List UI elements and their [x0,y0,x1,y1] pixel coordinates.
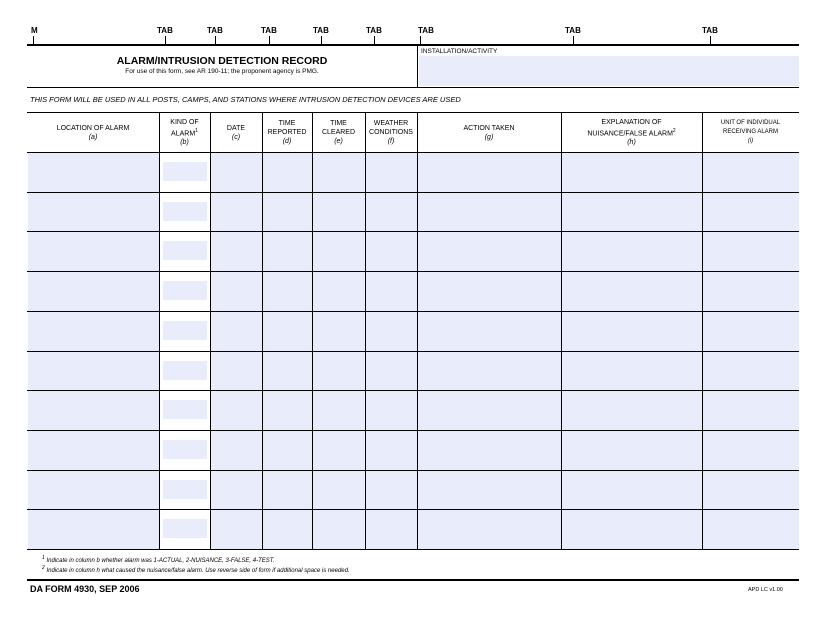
footnote-mark: 1 [42,555,45,561]
table-column-rule [702,113,703,549]
cell-explanation-row-2[interactable] [562,193,702,231]
cell-time-reported-row-7[interactable] [263,391,312,430]
cell-location-row-3[interactable] [28,232,159,271]
cell-action-row-2[interactable] [418,193,561,231]
cell-time-reported-row-8[interactable] [263,431,312,470]
footer-rule [27,579,799,581]
cell-kind-row-2[interactable] [163,202,207,221]
cell-time-cleared-row-7[interactable] [313,391,365,430]
table-column-rule [561,113,562,549]
column-header-text: TIME [278,120,296,127]
column-letter: (f) [387,138,395,145]
column-letter: (b) [180,139,189,147]
column-letter: (g) [484,133,494,141]
cell-action-row-9[interactable] [418,471,561,509]
column-header-time-cleared [312,113,365,152]
installation-field[interactable] [419,56,799,86]
cell-weather-row-5[interactable] [366,312,417,351]
cell-weather-row-7[interactable] [366,391,417,430]
cell-date-row-4[interactable] [211,272,262,311]
table-row-rule [27,311,799,312]
tab-marker: TAB [261,26,277,35]
tab-marker: TAB [702,26,718,35]
cell-location-row-10[interactable] [28,510,159,549]
table-row-rule [27,509,799,510]
cell-weather-row-10[interactable] [366,510,417,549]
footnote-ref: 2 [672,127,676,134]
tab-tick [33,36,34,44]
cell-kind-row-10[interactable] [163,519,207,538]
cell-kind-row-6[interactable] [163,361,207,380]
header-rule [27,87,799,88]
column-header-text [587,127,675,138]
column-header-time-reported [262,113,312,152]
cell-weather-row-9[interactable] [366,471,417,509]
column-header-location [27,113,159,152]
table-column-rule [159,113,160,549]
tab-tick [420,36,421,44]
column-header-text [171,127,198,138]
cell-date-row-8[interactable] [211,431,262,470]
cell-weather-row-4[interactable] [366,272,417,311]
cell-unit-row-3[interactable] [703,232,799,271]
column-header-explanation [561,113,702,152]
cell-time-reported-row-6[interactable] [263,352,312,390]
column-header-text: NUISANCE/FALSE ALARM [587,130,673,138]
column-header-text: KIND OF [170,118,199,126]
column-letter: (a) [88,133,98,141]
cell-explanation-row-5[interactable] [562,312,702,351]
table-row-rule [27,430,799,431]
table-row-rule [27,231,799,232]
table-row-rule [27,390,799,391]
tab-marker: TAB [565,26,581,35]
cell-action-row-1[interactable] [418,153,561,192]
cell-explanation-row-9[interactable] [562,471,702,509]
column-header-text: CONDITIONS [369,129,413,136]
tab-marker: TAB [313,26,329,35]
cell-location-row-4[interactable] [28,272,159,311]
table-row-rule [27,549,799,550]
cell-action-row-10[interactable] [418,510,561,549]
cell-explanation-row-3[interactable] [562,232,702,271]
footnote-text: Indicate in column b whether alarm was 1-ACTUAL, 2-NUISANCE, 3-FALSE, 4-TEST. [46,558,275,564]
header-divider [417,46,418,87]
cell-weather-row-6[interactable] [366,352,417,390]
column-letter: (e) [334,138,343,145]
tab-tick [269,36,270,44]
footnote-2 [42,565,350,574]
form-id: DA FORM 4930, SEP 2006 [30,584,140,594]
cell-time-cleared-row-10[interactable] [313,510,365,549]
cell-kind-row-5[interactable] [163,321,207,340]
tab-tick [573,36,574,44]
cell-date-row-3[interactable] [211,232,262,271]
cell-time-reported-row-4[interactable] [263,272,312,311]
cell-explanation-row-10[interactable] [562,510,702,549]
table-column-rule [262,113,263,549]
cell-weather-row-1[interactable] [366,153,417,192]
cell-unit-row-10[interactable] [703,510,799,549]
form-instruction: THIS FORM WILL BE USED IN ALL POSTS, CAMPS, AND STATIONS WHERE INTRUSION DETECTION DEVICES ARE USED [30,95,461,104]
cell-unit-row-6[interactable] [703,352,799,390]
cell-action-row-8[interactable] [418,431,561,470]
column-header-text: TIME [330,120,347,127]
cell-kind-row-8[interactable] [163,440,207,459]
cell-unit-row-5[interactable] [703,312,799,351]
cell-kind-row-7[interactable] [163,400,207,419]
column-header-text: LOCATION OF ALARM [56,124,130,132]
cell-weather-row-2[interactable] [366,193,417,231]
cell-location-row-9[interactable] [28,471,159,509]
cell-time-cleared-row-2[interactable] [313,193,365,231]
column-letter: (c) [231,133,241,141]
form-title: ALARM/INTRUSION DETECTION RECORD [116,55,328,67]
column-header-action [417,113,561,152]
column-letter: (h) [627,139,636,147]
top-rule [27,44,799,46]
column-header-kind [159,113,210,152]
cell-location-row-2[interactable] [28,193,159,231]
column-header-weather [365,113,417,152]
cell-time-reported-row-5[interactable] [263,312,312,351]
cell-date-row-10[interactable] [211,510,262,549]
cell-weather-row-8[interactable] [366,431,417,470]
column-letter: (i) [747,138,754,144]
cell-location-row-5[interactable] [28,312,159,351]
installation-label: INSTALLATION/ACTIVITY [421,48,498,55]
cell-time-cleared-row-6[interactable] [313,352,365,390]
tab-marker: TAB [157,26,173,35]
cell-time-cleared-row-5[interactable] [313,312,365,351]
tab-tick [215,36,216,44]
column-header-text: WEATHER [373,120,409,127]
cell-action-row-4[interactable] [418,272,561,311]
cell-date-row-1[interactable] [211,153,262,192]
cell-action-row-6[interactable] [418,352,561,390]
cell-date-row-9[interactable] [211,471,262,509]
table-row-rule [27,470,799,471]
table-row-rule [27,271,799,272]
column-header-text: ACTION TAKEN [463,124,515,132]
tab-marker: TAB [366,26,382,35]
cell-location-row-6[interactable] [28,352,159,390]
cell-time-cleared-row-9[interactable] [313,471,365,509]
cell-date-row-6[interactable] [211,352,262,390]
table-header-rule [27,152,799,153]
table-column-rule [210,113,211,549]
column-header-unit [702,113,799,152]
column-header-text: DATE [226,124,246,132]
cell-kind-row-4[interactable] [163,281,207,300]
footnote-1 [42,555,275,564]
cell-explanation-row-6[interactable] [562,352,702,390]
cell-location-row-7[interactable] [28,391,159,430]
cell-unit-row-8[interactable] [703,431,799,470]
table-column-rule [417,113,418,549]
tab-tick [165,36,166,44]
footnote-text: Indicate in column h what caused the nuisance/false alarm. Use reverse side of form if additional space is needed. [46,568,350,574]
tab-tick [710,36,711,44]
column-header-text: EXPLANATION OF [601,118,662,126]
cell-time-cleared-row-4[interactable] [313,272,365,311]
cell-location-row-1[interactable] [28,153,159,192]
column-header-text: CLEARED [321,129,356,136]
cell-unit-row-4[interactable] [703,272,799,311]
cell-time-reported-row-3[interactable] [263,232,312,271]
footnote-mark: 2 [42,565,45,571]
table-column-rule [365,113,366,549]
column-header-date [210,113,262,152]
cell-action-row-5[interactable] [418,312,561,351]
cell-location-row-8[interactable] [28,431,159,470]
column-header-text: REPORTED [267,129,307,136]
tab-marker-m: M [31,26,38,35]
cell-date-row-7[interactable] [211,391,262,430]
cell-action-row-3[interactable] [418,232,561,271]
tab-tick [321,36,322,44]
cell-time-reported-row-10[interactable] [263,510,312,549]
tab-marker: TAB [418,26,434,35]
column-letter: (d) [282,138,292,145]
cell-unit-row-2[interactable] [703,193,799,231]
cell-time-cleared-row-1[interactable] [313,153,365,192]
cell-kind-row-3[interactable] [163,241,207,260]
table-row-rule [27,351,799,352]
column-header-text: UNIT OF INDIVIDUAL [720,120,781,126]
cell-explanation-row-8[interactable] [562,431,702,470]
cell-time-reported-row-9[interactable] [263,471,312,509]
cell-unit-row-7[interactable] [703,391,799,430]
footnote-ref: 1 [195,127,198,134]
table-row-rule [27,192,799,193]
cell-action-row-7[interactable] [418,391,561,430]
form-version: APD LC v1.00 [748,587,783,593]
cell-time-reported-row-1[interactable] [263,153,312,192]
table-column-rule [312,113,313,549]
tab-tick [374,36,375,44]
cell-date-row-2[interactable] [211,193,262,231]
cell-kind-row-1[interactable] [163,162,207,181]
cell-time-cleared-row-8[interactable] [313,431,365,470]
cell-explanation-row-4[interactable] [562,272,702,311]
cell-unit-row-9[interactable] [703,471,799,509]
column-header-text: ALARM [171,130,196,138]
column-header-text: RECEIVING ALARM [722,129,778,135]
cell-explanation-row-7[interactable] [562,391,702,430]
cell-date-row-5[interactable] [211,312,262,351]
cell-kind-row-9[interactable] [163,480,207,499]
tab-marker: TAB [207,26,223,35]
cell-time-cleared-row-3[interactable] [313,232,365,271]
form-subtitle: For use of this form, see AR 190-11; the proponent agency is PMG. [125,68,319,75]
cell-weather-row-3[interactable] [366,232,417,271]
cell-unit-row-1[interactable] [703,153,799,192]
cell-explanation-row-1[interactable] [562,153,702,192]
cell-time-reported-row-2[interactable] [263,193,312,231]
